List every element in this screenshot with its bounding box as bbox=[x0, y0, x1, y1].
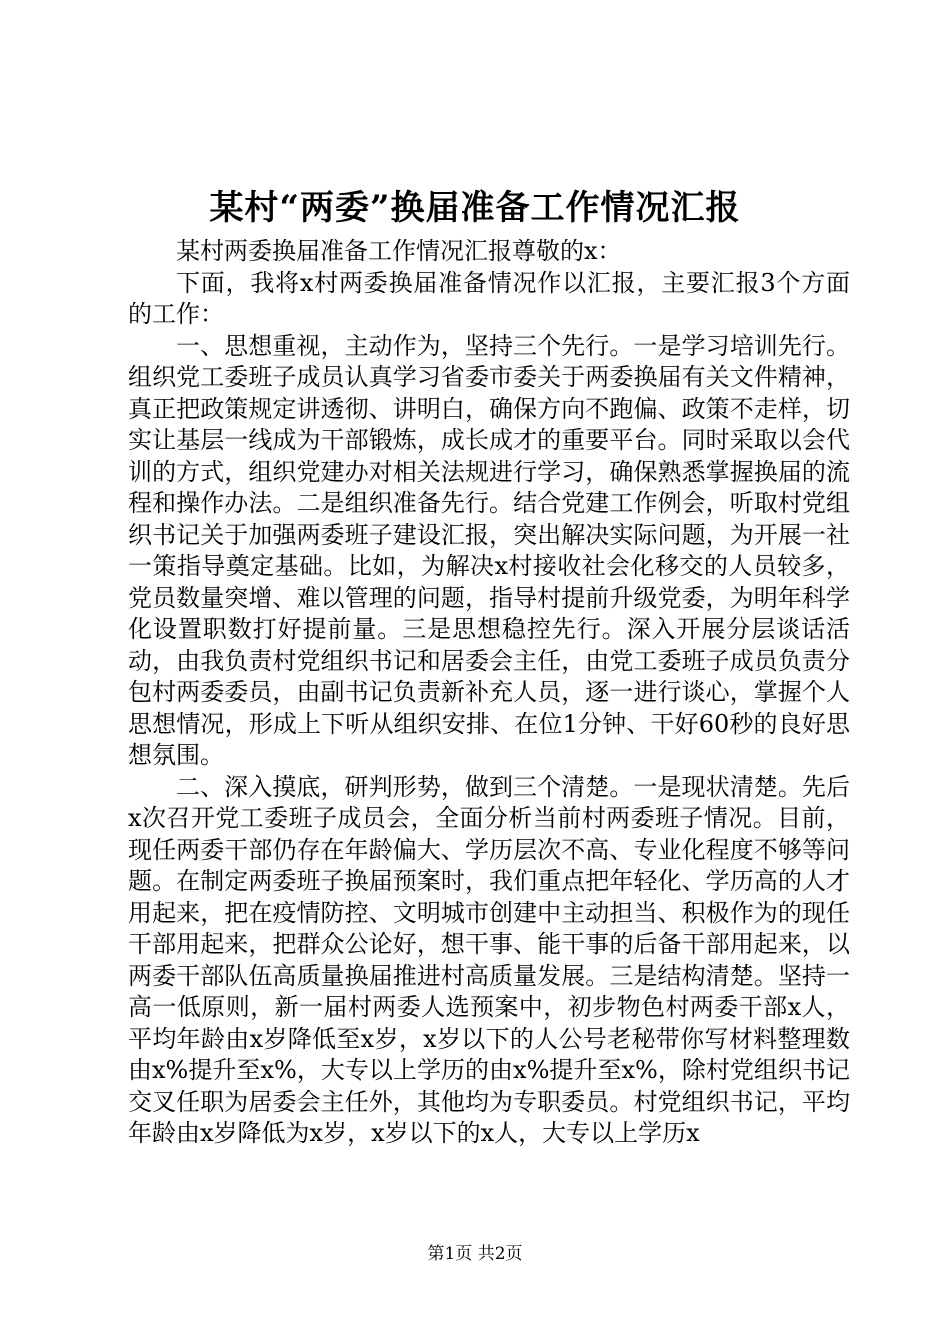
paragraph-section-two: 二、深入摸底，研判形势，做到三个清楚。一是现状清楚。先后x次召开党工委班子成员会，全面分析当前村两委班子情况。目前，现任两委干部仍存在年龄偏大、学历层次不高、专业化程度不够等问题。在制定两委班子换届预案时，我们重点把年轻化、学历高的人才用起来，把在疫情防控、文明城市创建中主动担当、积极作为的现任干部用起来，把群众公论好，想干事、能干事的后备干部用起来，以两委干部队伍高质量换届推进村高质量发展。三是结构清楚。坚持一高一低原则，新一届村两委人选预案中，初步物色村两委干部x人，平均年龄由x岁降低至x岁，x岁以下的人公号老秘带你写材料整理数由x%提升至x%，大专以上学历的由x%提升至x%，除村党组织书记交叉任职为居委会主任外，其他均为专职委员。村党组织书记，平均年龄由x岁降低为x岁，x岁以下的x人，大专以上学历x bbox=[128, 772, 850, 1147]
page-number-footer: 第1页 共2页 bbox=[427, 1244, 523, 1264]
document-body bbox=[128, 236, 850, 1150]
paragraph-salutation: 某村两委换届准备工作情况汇报尊敬的x： bbox=[176, 237, 622, 265]
paragraph-section-one: 一、思想重视，主动作为，坚持三个先行。一是学习培训先行。组织党工委班子成员认真学习省委市委关于两委换届有关文件精神，真正把政策规定讲透彻、讲明白，确保方向不跑偏、政策不走样，切实让基层一线成为干部锻炼，成长成才的重要平台。同时采取以会代训的方式，组织党建办对相关法规进行学习，确保熟悉掌握换届的流程和操作办法。二是组织准备先行。结合党建工作例会，听取村党组织书记关于加强两委班子建设汇报，突出解决实际问题，为开展一社一策指导奠定基础。比如，为解决x村接收社会化移交的人员较多，党员数量突增、难以管理的问题，指导村提前升级党委，为明年科学化设置职数打好提前量。三是思想稳控先行。深入开展分层谈话活动，由我负责村党组织书记和居委会主任，由党工委班子成员负责分包村两委委员，由副书记负责新补充人员，逐一进行谈心，掌握个人思想情况，形成上下听从组织安排、在位1分钟、干好60秒的良好思想氛围。 bbox=[128, 331, 850, 769]
paragraph-intro: 下面，我将x村两委换届准备情况作以汇报，主要汇报3个方面的工作： bbox=[128, 268, 850, 328]
document-title: 某村“两委”换届准备工作情况汇报 bbox=[209, 188, 741, 228]
